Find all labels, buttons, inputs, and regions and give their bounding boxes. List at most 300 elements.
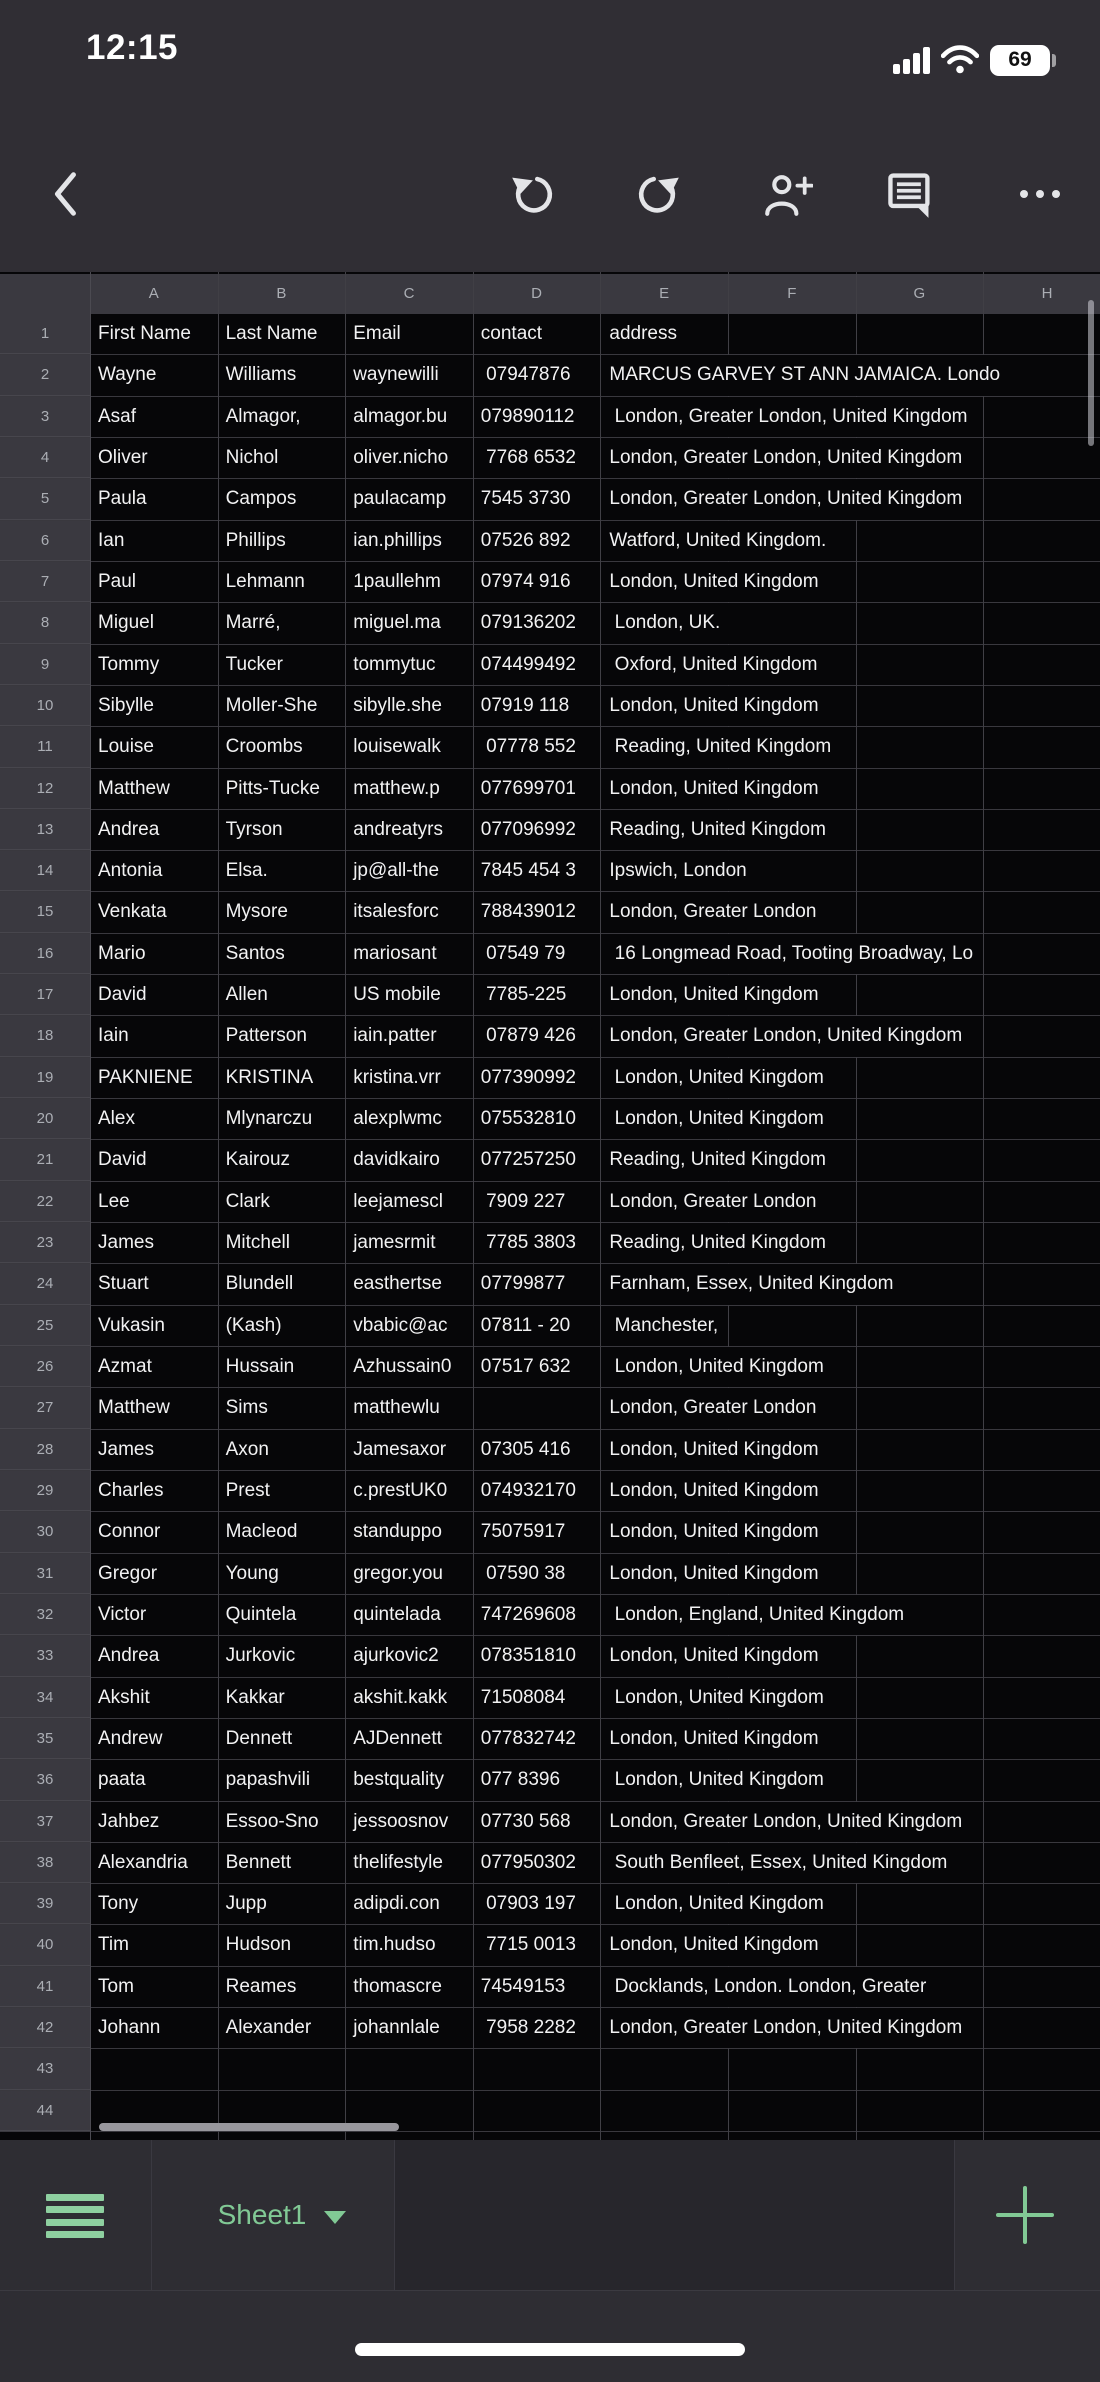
cell[interactable]: Jurkovic	[225, 1645, 296, 1667]
cell[interactable]: London, United Kingdom	[601, 562, 828, 602]
cell[interactable]: MARCUS GARVEY ST ANN JAMAICA. Londo	[601, 355, 1010, 395]
cell[interactable]: Young	[225, 1562, 279, 1584]
table-row	[0, 1016, 1100, 1057]
cell[interactable]: London, Greater London, United Kingdom	[601, 1016, 972, 1056]
cell[interactable]: 07903 197	[480, 1893, 576, 1915]
cell[interactable]: davidkairo	[353, 1149, 440, 1171]
comment-icon	[885, 169, 935, 219]
cell[interactable]: kristina.vrr	[353, 1066, 441, 1088]
cell[interactable]: London, UK.	[601, 603, 730, 643]
cell[interactable]: Santos	[225, 942, 285, 964]
cell[interactable]: thelifestyle	[353, 1851, 443, 1873]
cell[interactable]: jamesrmit	[353, 1232, 436, 1254]
cell[interactable]: 077257250	[480, 1149, 576, 1171]
cell[interactable]: paata	[98, 1769, 146, 1791]
cell[interactable]: 07919 118	[480, 694, 570, 716]
cell[interactable]: London, Greater London, United Kingdom	[601, 1802, 972, 1842]
table-row	[0, 810, 1100, 851]
cell[interactable]: 077832742	[480, 1727, 576, 1749]
row-number[interactable]: 44	[0, 2091, 90, 2131]
cell[interactable]: papashvili	[225, 1769, 311, 1791]
cell[interactable]: thomascre	[353, 1975, 442, 1997]
cell[interactable]: Reading, United Kingdom	[601, 727, 841, 767]
row-number[interactable]: 34	[0, 1678, 90, 1718]
cell[interactable]: Elsa.	[225, 860, 268, 882]
cell[interactable]: c.prestUK0	[353, 1479, 448, 1501]
cell[interactable]: 16 Longmead Road, Tooting Broadway, Lo	[601, 934, 983, 974]
cell[interactable]: 07549 79	[480, 942, 566, 964]
cell[interactable]: Andrea	[98, 1645, 160, 1667]
cell[interactable]: 074932170	[480, 1479, 576, 1501]
cell[interactable]: London, United Kingdom	[601, 1678, 833, 1718]
table-row	[0, 1884, 1100, 1925]
row-number[interactable]: 3	[0, 397, 90, 437]
cell[interactable]: Mysore	[225, 901, 288, 923]
table-row	[0, 1967, 1100, 2008]
table-row	[0, 686, 1100, 727]
cell[interactable]: Stuart	[98, 1273, 149, 1295]
cell[interactable]: miguel.ma	[353, 612, 441, 634]
cell[interactable]: Hudson	[225, 1934, 292, 1956]
cell[interactable]: 07799877	[480, 1273, 566, 1295]
cell[interactable]: 079136202	[480, 612, 576, 634]
cell[interactable]: AJDennett	[353, 1727, 442, 1749]
cell[interactable]: Vukasin	[98, 1314, 165, 1336]
cell[interactable]: oliver.nicho	[353, 446, 449, 468]
row-number[interactable]: 17	[0, 975, 90, 1015]
row-number[interactable]: 16	[0, 934, 90, 974]
cell[interactable]: London, United Kingdom	[601, 1430, 828, 1470]
cell[interactable]: address	[601, 314, 687, 354]
cell[interactable]: 7785 3803	[480, 1232, 576, 1254]
cell[interactable]: almagor.bu	[353, 405, 448, 427]
cell[interactable]: (Kash)	[225, 1314, 282, 1336]
cell[interactable]: Oliver	[98, 446, 148, 468]
cell[interactable]: gregor.you	[353, 1562, 443, 1584]
row-number[interactable]: 36	[0, 1760, 90, 1800]
cell[interactable]: vbabic@ac	[353, 1314, 448, 1336]
cell[interactable]: Alexandria	[98, 1851, 188, 1873]
table-row	[0, 355, 1100, 396]
cell[interactable]: 077 8396	[480, 1769, 561, 1791]
row-number[interactable]: 2	[0, 355, 90, 395]
cell[interactable]: 07305 416	[480, 1438, 571, 1460]
cell[interactable]: London, United Kingdom	[601, 1884, 833, 1924]
cell[interactable]: 07974 916	[480, 570, 571, 592]
cell[interactable]: Lee	[98, 1190, 130, 1212]
cell[interactable]: Alex	[98, 1108, 135, 1130]
cell[interactable]: Email	[353, 323, 401, 344]
column-header-H[interactable]: H	[1041, 285, 1053, 302]
cell[interactable]: Almagor,	[225, 405, 301, 427]
cell[interactable]: 788439012	[480, 901, 576, 923]
cell[interactable]: Johann	[98, 2017, 161, 2039]
cell[interactable]: Essoo-Sno	[225, 1810, 319, 1832]
cell[interactable]: Williams	[225, 364, 297, 386]
cell[interactable]: London, United Kingdom	[601, 1347, 833, 1387]
bottom-bar	[0, 2140, 1100, 2382]
cell[interactable]: Marré,	[225, 612, 281, 634]
cell[interactable]: Charles	[98, 1479, 164, 1501]
row-number[interactable]: 15	[0, 892, 90, 932]
row-number[interactable]: 5	[0, 479, 90, 519]
cell[interactable]: jessoosnov	[353, 1810, 449, 1832]
cell[interactable]: Jupp	[225, 1893, 267, 1915]
cell[interactable]: Tucker	[225, 653, 283, 675]
cell[interactable]: London, United Kingdom	[601, 1760, 833, 1800]
cell[interactable]: 747269608	[480, 1603, 576, 1625]
cell[interactable]: Bennett	[225, 1851, 292, 1873]
sheet-tab-strip	[394, 2140, 954, 2290]
spreadsheet-grid[interactable]	[0, 272, 1100, 2140]
table-row	[0, 1678, 1100, 1719]
row-number[interactable]: 4	[0, 438, 90, 478]
cell[interactable]: adipdi.con	[353, 1893, 440, 1915]
row-number[interactable]: 38	[0, 1843, 90, 1883]
cell[interactable]: First Name	[98, 323, 191, 344]
cell[interactable]: Paul	[98, 570, 137, 592]
row-number[interactable]: 26	[0, 1347, 90, 1387]
cell[interactable]: Hussain	[225, 1356, 295, 1377]
cell[interactable]: 7909 227	[480, 1190, 566, 1212]
cell[interactable]: waynewilli	[353, 364, 439, 386]
cell[interactable]: Gregor	[98, 1562, 158, 1584]
cell[interactable]: Jamesaxor	[353, 1438, 447, 1460]
cell[interactable]: Allen	[225, 984, 268, 1006]
cell[interactable]: James	[98, 1438, 154, 1460]
home-indicator[interactable]	[355, 2343, 745, 2356]
cell[interactable]: mariosant	[353, 942, 437, 964]
cell[interactable]: Pitts-Tucke	[225, 777, 320, 799]
cell[interactable]: Sibylle	[98, 694, 154, 716]
cell[interactable]: London, Greater London	[601, 1182, 826, 1222]
cell[interactable]: Lehmann	[225, 570, 305, 592]
cell[interactable]: Paula	[98, 488, 147, 510]
cell[interactable]: iain.patter	[353, 1025, 437, 1047]
cell[interactable]: Ian	[98, 529, 125, 551]
cell[interactable]: London, United Kingdom	[601, 1512, 828, 1552]
cell[interactable]: Sims	[225, 1397, 268, 1419]
cell[interactable]: US mobile	[353, 984, 441, 1006]
cell[interactable]: 7785-225	[480, 984, 567, 1006]
cell[interactable]: paulacamp	[353, 488, 447, 510]
cell[interactable]: London, Greater London, United Kingdom	[601, 397, 977, 437]
table-row	[0, 479, 1100, 520]
cell[interactable]: Farnham, Essex, United Kingdom	[601, 1264, 903, 1304]
cell[interactable]: 077390992	[480, 1066, 576, 1088]
row-number[interactable]: 14	[0, 851, 90, 891]
cell[interactable]: Reading, United Kingdom	[601, 1223, 836, 1263]
cell[interactable]: Andrea	[98, 818, 160, 840]
row-number[interactable]: 23	[0, 1223, 90, 1263]
cell[interactable]: ian.phillips	[353, 529, 442, 551]
cell[interactable]: Mlynarczu	[225, 1108, 313, 1130]
cell[interactable]: sibylle.she	[353, 694, 442, 716]
table-row	[0, 1595, 1100, 1636]
cell[interactable]: Clark	[225, 1190, 270, 1212]
cell[interactable]: 07811 - 20	[480, 1314, 571, 1336]
cell[interactable]: Last Name	[225, 323, 318, 344]
cell[interactable]: Alexander	[225, 2017, 312, 2039]
cell[interactable]: Akshit	[98, 1686, 150, 1708]
row-number[interactable]: 41	[0, 1967, 90, 2007]
row-number[interactable]: 13	[0, 810, 90, 850]
cell[interactable]: Kakkar	[225, 1686, 285, 1708]
cell[interactable]: Azhussain0	[353, 1356, 452, 1377]
add-sheet-button[interactable]	[996, 2186, 1054, 2244]
cell[interactable]: 07778 552	[480, 736, 576, 758]
comments-button[interactable]	[884, 168, 936, 220]
cell[interactable]: bestquality	[353, 1769, 445, 1791]
column-header-G[interactable]: G	[913, 285, 926, 302]
cell[interactable]: Prest	[225, 1479, 270, 1501]
row-number[interactable]: 29	[0, 1471, 90, 1511]
cell[interactable]: 07590 38	[480, 1562, 566, 1584]
table-row	[0, 562, 1100, 603]
table-row	[0, 314, 1100, 355]
row-number[interactable]: 37	[0, 1802, 90, 1842]
cell[interactable]: Reames	[225, 1975, 297, 1997]
row-number[interactable]: 24	[0, 1264, 90, 1304]
cell[interactable]: London, United Kingdom	[601, 1099, 833, 1139]
row-number[interactable]: 30	[0, 1512, 90, 1552]
column-header-A[interactable]: A	[148, 285, 159, 302]
column-header-F[interactable]: F	[787, 285, 797, 302]
cell[interactable]: South Benfleet, Essex, United Kingdom	[601, 1843, 957, 1883]
cell[interactable]: leejamescl	[353, 1190, 443, 1212]
cell[interactable]: David	[98, 984, 147, 1006]
cell[interactable]: Louise	[98, 736, 154, 758]
cell[interactable]: Matthew	[98, 1397, 170, 1419]
cell[interactable]: 07526 892	[480, 529, 571, 551]
cell[interactable]: Tony	[98, 1893, 139, 1915]
cell[interactable]: 7715 0013	[480, 1934, 576, 1956]
cell[interactable]: Watford, United Kingdom.	[601, 521, 836, 561]
cell[interactable]: johannlale	[353, 2017, 440, 2039]
cell[interactable]: Antonia	[98, 860, 163, 882]
row-number[interactable]: 35	[0, 1719, 90, 1759]
cell[interactable]: louisewalk	[353, 736, 441, 758]
cell[interactable]: Asaf	[98, 405, 137, 427]
cell[interactable]: London, United Kingdom	[601, 1554, 828, 1594]
cell[interactable]: 7545 3730	[480, 488, 571, 510]
cell[interactable]: 74549153	[480, 1975, 566, 1997]
cell[interactable]: 7768 6532	[480, 446, 576, 468]
cell[interactable]: London, Greater London	[601, 892, 826, 932]
row-number[interactable]: 21	[0, 1140, 90, 1180]
cell[interactable]: London, United Kingdom	[601, 769, 828, 809]
redo-button[interactable]	[631, 168, 683, 220]
cell[interactable]: matthewlu	[353, 1397, 440, 1419]
cell[interactable]: 079890112	[480, 405, 575, 427]
status-time: 12:15	[86, 28, 179, 67]
cell[interactable]: Connor	[98, 1521, 161, 1543]
cell[interactable]: London, Greater London, United Kingdom	[601, 479, 972, 519]
chevron-down-icon	[324, 2211, 346, 2224]
row-number[interactable]: 28	[0, 1430, 90, 1470]
cell[interactable]: London, United Kingdom	[601, 1925, 828, 1965]
cell[interactable]: Tommy	[98, 653, 160, 675]
row-number[interactable]: 20	[0, 1099, 90, 1139]
cell[interactable]: Docklands, London. London, Greater	[601, 1967, 936, 2007]
gridline	[983, 272, 984, 2140]
cell[interactable]: 07517 632	[480, 1356, 571, 1377]
row-number[interactable]: 11	[0, 727, 90, 767]
row-number[interactable]: 18	[0, 1016, 90, 1056]
cell[interactable]: Jahbez	[98, 1810, 160, 1832]
row-number[interactable]: 9	[0, 645, 90, 685]
cell[interactable]: Tyrson	[225, 818, 283, 840]
row-number[interactable]: 19	[0, 1058, 90, 1098]
cell[interactable]: Macleod	[225, 1521, 298, 1543]
more-menu-button[interactable]	[1014, 168, 1066, 220]
cell[interactable]: 074499492	[480, 653, 576, 675]
cell[interactable]: Nichol	[225, 446, 279, 468]
horizontal-scrollbar[interactable]	[99, 2123, 399, 2131]
cell[interactable]: Croombs	[225, 736, 303, 758]
table-row	[0, 1099, 1100, 1140]
cell[interactable]: 75075917	[480, 1521, 566, 1543]
cell[interactable]: jp@all-the	[353, 860, 440, 882]
vertical-scrollbar[interactable]	[1088, 300, 1094, 446]
table-row	[0, 1512, 1100, 1553]
cell[interactable]: Tim	[98, 1934, 129, 1956]
row-number[interactable]: 39	[0, 1884, 90, 1924]
table-row	[0, 1430, 1100, 1471]
cell[interactable]: London, England, United Kingdom	[601, 1595, 914, 1635]
cell[interactable]: itsalesforc	[353, 901, 439, 923]
cell[interactable]: standuppo	[353, 1521, 442, 1543]
cell[interactable]: Azmat	[98, 1356, 152, 1377]
cell[interactable]: ajurkovic2	[353, 1645, 439, 1667]
row-number[interactable]: 32	[0, 1595, 90, 1635]
cell[interactable]: Tom	[98, 1975, 134, 1997]
cell[interactable]: contact	[480, 323, 543, 344]
cell[interactable]: London, United Kingdom	[601, 1058, 833, 1098]
cell[interactable]: tim.hudso	[353, 1934, 436, 1956]
cell[interactable]: Reading, United Kingdom	[601, 1140, 836, 1180]
cell[interactable]: Kairouz	[225, 1149, 291, 1171]
cell[interactable]: London, Greater London, United Kingdom	[601, 2008, 972, 2048]
column-header-D[interactable]: D	[531, 285, 543, 302]
row-number[interactable]: 12	[0, 769, 90, 809]
cell[interactable]: quintelada	[353, 1603, 441, 1625]
column-header-C[interactable]: C	[403, 285, 415, 302]
cell[interactable]: Matthew	[98, 777, 170, 799]
table-row	[0, 1843, 1100, 1884]
cell[interactable]: Moller-She	[225, 694, 318, 716]
table-row	[0, 1264, 1100, 1305]
cell[interactable]: London, United Kingdom	[601, 975, 828, 1015]
cell[interactable]: tommytuc	[353, 653, 436, 675]
cell[interactable]: London, United Kingdom	[601, 686, 828, 726]
cell[interactable]: Victor	[98, 1603, 147, 1625]
row-number[interactable]: 7	[0, 562, 90, 602]
cell[interactable]: Ipswich, London	[601, 851, 756, 891]
cell[interactable]: 7845 454 3	[480, 860, 576, 882]
row-number[interactable]: 42	[0, 2008, 90, 2048]
row-number[interactable]: 10	[0, 686, 90, 726]
row-number[interactable]: 40	[0, 1925, 90, 1965]
cell[interactable]: 07947876	[480, 364, 571, 386]
cell[interactable]: London, United Kingdom	[601, 1471, 828, 1511]
table-row	[0, 603, 1100, 644]
row-number[interactable]: 1	[0, 314, 90, 354]
cell[interactable]: KRISTINA	[225, 1066, 314, 1088]
row-number[interactable]: 31	[0, 1554, 90, 1594]
cell[interactable]: matthew.p	[353, 777, 440, 799]
cell[interactable]: andreatyrs	[353, 818, 443, 840]
cell[interactable]: Mitchell	[225, 1232, 290, 1254]
row-number[interactable]: 6	[0, 521, 90, 561]
cell[interactable]: London, Greater London	[601, 1388, 826, 1428]
cell[interactable]: Manchester,	[601, 1306, 728, 1346]
row-number[interactable]: 33	[0, 1636, 90, 1676]
back-button[interactable]	[40, 168, 92, 220]
cell[interactable]: 07879 426	[480, 1025, 576, 1047]
row-number[interactable]: 25	[0, 1306, 90, 1346]
cell[interactable]: Mario	[98, 942, 146, 964]
row-number[interactable]: 43	[0, 2049, 90, 2089]
cell[interactable]: 7958 2282	[480, 2017, 576, 2039]
cell[interactable]: Reading, United Kingdom	[601, 810, 836, 850]
cell[interactable]: 077950302	[480, 1851, 576, 1873]
all-sheets-menu-button[interactable]	[46, 2194, 104, 2238]
cell[interactable]: 077096992	[480, 818, 576, 840]
cell[interactable]: Axon	[225, 1438, 269, 1460]
row-number[interactable]: 8	[0, 603, 90, 643]
cell[interactable]: Venkata	[98, 901, 167, 923]
cell[interactable]: Quintela	[225, 1603, 297, 1625]
share-button[interactable]	[761, 168, 813, 220]
chevron-left-icon	[51, 170, 81, 218]
cell[interactable]: London, United Kingdom	[601, 1636, 828, 1676]
table-row	[0, 1223, 1100, 1264]
cell[interactable]: Dennett	[225, 1727, 293, 1749]
cell[interactable]: Patterson	[225, 1025, 307, 1047]
cell[interactable]: akshit.kakk	[353, 1686, 448, 1708]
cell[interactable]: 077699701	[480, 777, 576, 799]
cell[interactable]: Iain	[98, 1025, 129, 1047]
cell[interactable]: 078351810	[480, 1645, 576, 1667]
cell[interactable]: Campos	[225, 488, 297, 510]
cell[interactable]: Blundell	[225, 1273, 294, 1295]
cell[interactable]: James	[98, 1232, 154, 1254]
row-number[interactable]: 27	[0, 1388, 90, 1428]
sheet-tab[interactable]	[170, 2140, 394, 2290]
cell[interactable]: 075532810	[480, 1108, 576, 1130]
cell[interactable]: easthertse	[353, 1273, 442, 1295]
cell[interactable]: 71508084	[480, 1686, 566, 1708]
cell[interactable]: PAKNIENE	[98, 1066, 193, 1088]
cell[interactable]: London, Greater London, United Kingdom	[601, 438, 972, 478]
cell[interactable]: London, United Kingdom	[601, 1719, 828, 1759]
gridline	[345, 272, 346, 2140]
cell[interactable]: David	[98, 1149, 147, 1171]
cell[interactable]: Phillips	[225, 529, 286, 551]
cell[interactable]: Miguel	[98, 612, 154, 634]
column-header-B[interactable]: B	[276, 285, 287, 302]
cell[interactable]: Wayne	[98, 364, 157, 386]
cell[interactable]: 1paullehm	[353, 570, 441, 592]
row-number[interactable]: 22	[0, 1182, 90, 1222]
cell[interactable]: alexplwmc	[353, 1108, 442, 1130]
cell[interactable]: Oxford, United Kingdom	[601, 645, 827, 685]
cell[interactable]: 07730 568	[480, 1810, 571, 1832]
cell[interactable]: Andrew	[98, 1727, 163, 1749]
undo-button[interactable]	[508, 168, 560, 220]
column-header-E[interactable]: E	[659, 285, 670, 302]
